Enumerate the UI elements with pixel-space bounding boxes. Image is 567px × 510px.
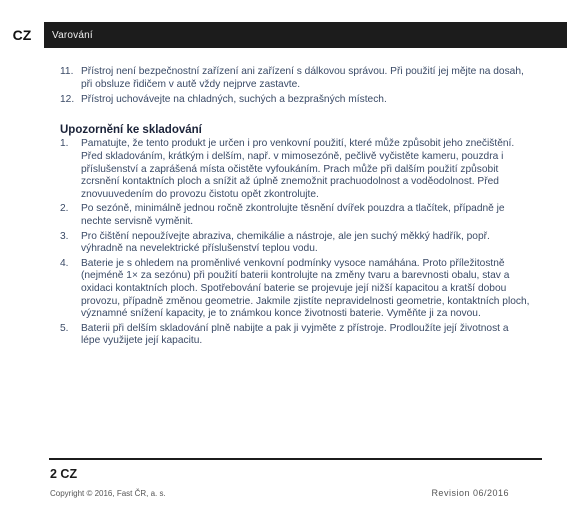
item-number: 5. [60,322,69,334]
item-text: Přístroj uchovávejte na chladných, suchých a bezprašných místech. [81,94,387,106]
item-text: Pamatujte, že tento produkt je určen i pro venkovní použití, které může způsobit jeho znečištění. Před skladováním, krátkým i delším, např. v mimosezóně, pečlivě vyčistěte kameru, pouzdra i příslušenství a zaprášená místa očistěte vyfoukáním. Prach může při dalším použití způsobit zcrsnění kontaktních ploch a snížit až úplně znemožnit prachuodolnost a voděodolnost. Před znovuuvedením do provozu čistotu opět zkontrolujte. [81,138,515,200]
item-number: 2. [60,203,69,215]
top-bar [0,22,567,48]
page-number: 2 CZ [50,467,78,481]
list-item [60,231,530,256]
content [60,66,530,350]
list-item [60,94,530,107]
list-item [60,258,530,321]
item-number: 3. [60,230,69,242]
item-text: Baterie je s ohledem na proměnlivé venkovní podmínky vysoce namáhána. Proto příležitostně (nejméně 1× za sezónu) při použití baterii kontrolujte na změny tvaru a barevnosti obalu, stav a oxidaci kontaktních ploch. Spotřebování baterie se projevuje její nižší kapacitou a kratší dobou provozu, případně změnou geometrie. Jakmile zjistíte nepravidelnosti geometrie, kontaktních ploch, významné snížení kapacity, je to známkou konce životnosti baterie. Vyměňte ji za novou. [81,257,530,320]
item-text: Baterii při delším skladování plně nabijte a pak ji vyjměte z přístroje. Prodloužíte její životnost a lépe využijete její kapacitu. [81,322,509,347]
copyright-text: Copyright © 2016, Fast ČR, a. s. [50,489,166,498]
section-header [44,22,567,48]
language-code: CZ [12,27,32,43]
list-item [60,323,530,348]
item-number: 1. [60,138,69,150]
list-item [60,203,530,228]
item-text: Po sezóně, minimálně jednou ročně zkontrolujte těsnění dvířek pouzdra a tlačítek, případně je nechte servisně vyměnit. [81,203,505,227]
item-number: 12. [60,94,75,106]
warnings-list [60,66,530,107]
item-text: Přístroj není bezpečnostní zařízení ani zařízení s dálkovou správou. Při použití jej mějte na dosah, při obsluze řidičem v autě vždy nejprve zastavte. [81,66,524,90]
storage-heading: Upozornění ke skladování [60,123,202,136]
list-item [60,138,530,201]
storage-list [60,138,530,348]
footer-divider [49,458,542,460]
language-tab [0,22,44,48]
item-number: 4. [60,257,69,269]
item-number: 11. [60,66,74,77]
item-text: Pro čištění nepoužívejte abraziva, chemikálie a nástroje, ale jen suchý měkký hadřík, popř. výhradně na nevelektrické příslušenství teplou vodu. [81,230,490,255]
list-item [60,66,530,91]
revision-text: Revision 06/2016 [431,488,509,498]
section-title: Varování [52,29,93,41]
